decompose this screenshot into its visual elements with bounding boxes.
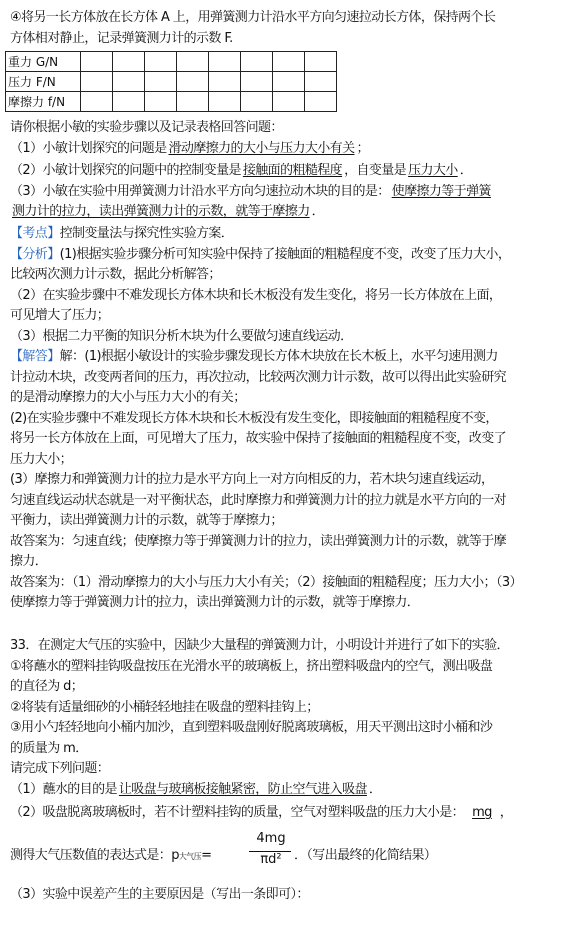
q32-question-1: （1）小敏计划探究的问题是 滑动摩擦力的大小与压力大小有关 ； (10, 141, 369, 156)
row-label-friction: 摩擦力 f/N (6, 92, 81, 112)
formula-subscript: 大气压 (178, 852, 202, 861)
answer-blank: 接触面的粗糙程度 (242, 163, 343, 178)
fenxi-line3: （2）在实验步骤中不难发现长方体木块和长木板没有发生变化，将另一长方体放在上面， (10, 288, 502, 303)
row-label-gravity: 重力 G/N (6, 52, 81, 72)
q32-intro: 请你根据小敏的实验步骤以及记录表格回答问题： (10, 120, 283, 135)
jieda-line6: 压力大小； (10, 452, 73, 467)
jieda-line9: 平衡力，读出弹簧测力计的示数，就等于摩擦力； (10, 513, 283, 528)
answer-blank: 让吸盘与玻璃板接触紧密，防止空气进入吸盘 (118, 782, 367, 797)
answer-blank: 压力大小 (408, 163, 458, 178)
formula-numerator: 4mg (256, 831, 286, 846)
fenxi-line1: 【分析】(1)根据实验步骤分析可知实验中保持了接触面的粗糙程度不变，改变了压力大小， (10, 247, 511, 262)
answer-summary-1: 故答案为：匀速直线；使摩擦力等于弹簧测力计的拉力，读出弹簧测力计的示数，就等于摩 (10, 534, 507, 549)
answer-summary-2-cont: 使摩擦力等于弹簧测力计的拉力，读出弹簧测力计的示数，就等于摩擦力． (10, 595, 420, 610)
q33-ask: 请完成下列问题： (10, 761, 110, 776)
formula-denominator: πd² (260, 852, 282, 867)
answer-blank: mg (472, 805, 492, 820)
jieda-line2: 计拉动木块，改变两者间的压力，再次拉动，比较两次测力计示数，故可以得出此实验研究 (10, 370, 507, 385)
jieda-tag: 【解答】 (10, 349, 60, 364)
data-table (5, 51, 337, 112)
jieda-line7: (3）摩擦力和弹簧测力计的拉力是水平方向上一对方向相反的力，若木块匀速直线运动， (10, 472, 494, 487)
fenxi-tag: 【分析】 (10, 247, 60, 262)
row-label-pressure: 压力 F/N (6, 72, 81, 92)
step4-line1: ④将另一长方体放在长方体 A 上，用弹簧测力计沿水平方向匀速拉动长方体，保持两个长 (10, 10, 496, 25)
q33-step1-cont: 的直径为 d； (10, 679, 84, 694)
q33-answer-3: （3）实验中误差产生的主要原因是（写出一条即可）： (10, 887, 309, 902)
fenxi-line5: （3）根据二力平衡的知识分析木块为什么要做匀速直线运动． (10, 329, 353, 344)
q33-answer-2: （2）吸盘脱离玻璃板时，若不计塑料挂钩的质量，空气对塑料吸盘的压力大小是： mg ， (10, 805, 513, 820)
kaodian: 【考点】控制变量法与探究性实验方案． (10, 226, 234, 241)
table-row (6, 72, 337, 92)
jieda-line4: (2)在实验步骤中不难发现长方体木块和长木板没有发生变化，即接触面的粗糙程度不变， (10, 411, 498, 426)
answer-summary-2: 故答案为：（1）滑动摩擦力的大小与压力大小有关；（2）接触面的粗糙程度；压力大小；（3） (10, 575, 522, 590)
q32-question-3-cont: 测力计的拉力，读出弹簧测力计的示数，就等于摩擦力 ． (12, 204, 325, 219)
answer-blank: 使摩擦力等于弹簧 (391, 184, 491, 199)
q32-question-2: （2）小敏计划探究的问题中的控制变量是 接触面的粗糙程度 ，自变量是 压力大小 ． (10, 163, 473, 178)
fenxi-line4: 可见增大了压力； (10, 308, 110, 323)
pressure-formula-label: 测得大气压数值的表达式是：p大气压= (10, 848, 212, 863)
jieda-line3: 的是滑动摩擦力的大小与压力大小的有关； (10, 390, 246, 405)
q33-step1: ①将蘸水的塑料挂钩吸盘按压在光滑水平的玻璃板上，挤出塑料吸盘内的空气，测出吸盘 (10, 659, 493, 674)
table-row (6, 92, 337, 112)
q33-step3-cont: 的质量为 m． (10, 741, 88, 756)
q33-answer-1: （1）蘸水的目的是 让吸盘与玻璃板接触紧密，防止空气进入吸盘 ． (10, 782, 382, 797)
answer-blank: 滑动摩擦力的大小与压力大小有关 (168, 141, 355, 156)
fenxi-line2: 比较两次测力计示数，据此分析解答； (10, 267, 221, 282)
step4-line2: 方体相对静止，记录弹簧测力计的示数 F. (10, 31, 233, 46)
jieda-line5: 将另一长方体放在上面，可见增大了压力，故实验中保持了接触面的粗糙程度不变，改变了 (10, 431, 507, 446)
q33-title: 33．在测定大气压的实验中，因缺少大量程的弹簧测力计，小明设计并进行了如下的实验． (10, 638, 509, 653)
formula-note: ．（写出最终的化简结果） (294, 848, 437, 863)
jieda-line1: 【解答】解：(1)根据小敏设计的实验步骤发现长方体木块放在长木板上，水平匀速用测力 (10, 349, 498, 364)
q33-step2: ②将装有适量细砂的小桶轻轻地挂在吸盘的塑料挂钩上； (10, 700, 319, 715)
q33-step3: ③用小勺轻轻地向小桶内加沙，直到塑料吸盘刚好脱离玻璃板，用天平测出这时小桶和沙 (10, 720, 493, 735)
answer-summary-1-cont: 擦力． (10, 554, 48, 569)
answer-blank: 测力计的拉力，读出弹簧测力计的示数，就等于摩擦力 (12, 204, 310, 219)
q32-question-3: （3）小敏在实验中用弹簧测力计沿水平方向匀速拉动木块的目的是： 使摩擦力等于弹簧 (10, 184, 491, 199)
kaodian-tag: 【考点】 (10, 226, 60, 241)
jieda-line8: 匀速直线运动状态就是一对平衡状态，此时摩擦力和弹簧测力计的拉力就是水平方向的一对 (10, 493, 507, 508)
table-row (6, 52, 337, 72)
